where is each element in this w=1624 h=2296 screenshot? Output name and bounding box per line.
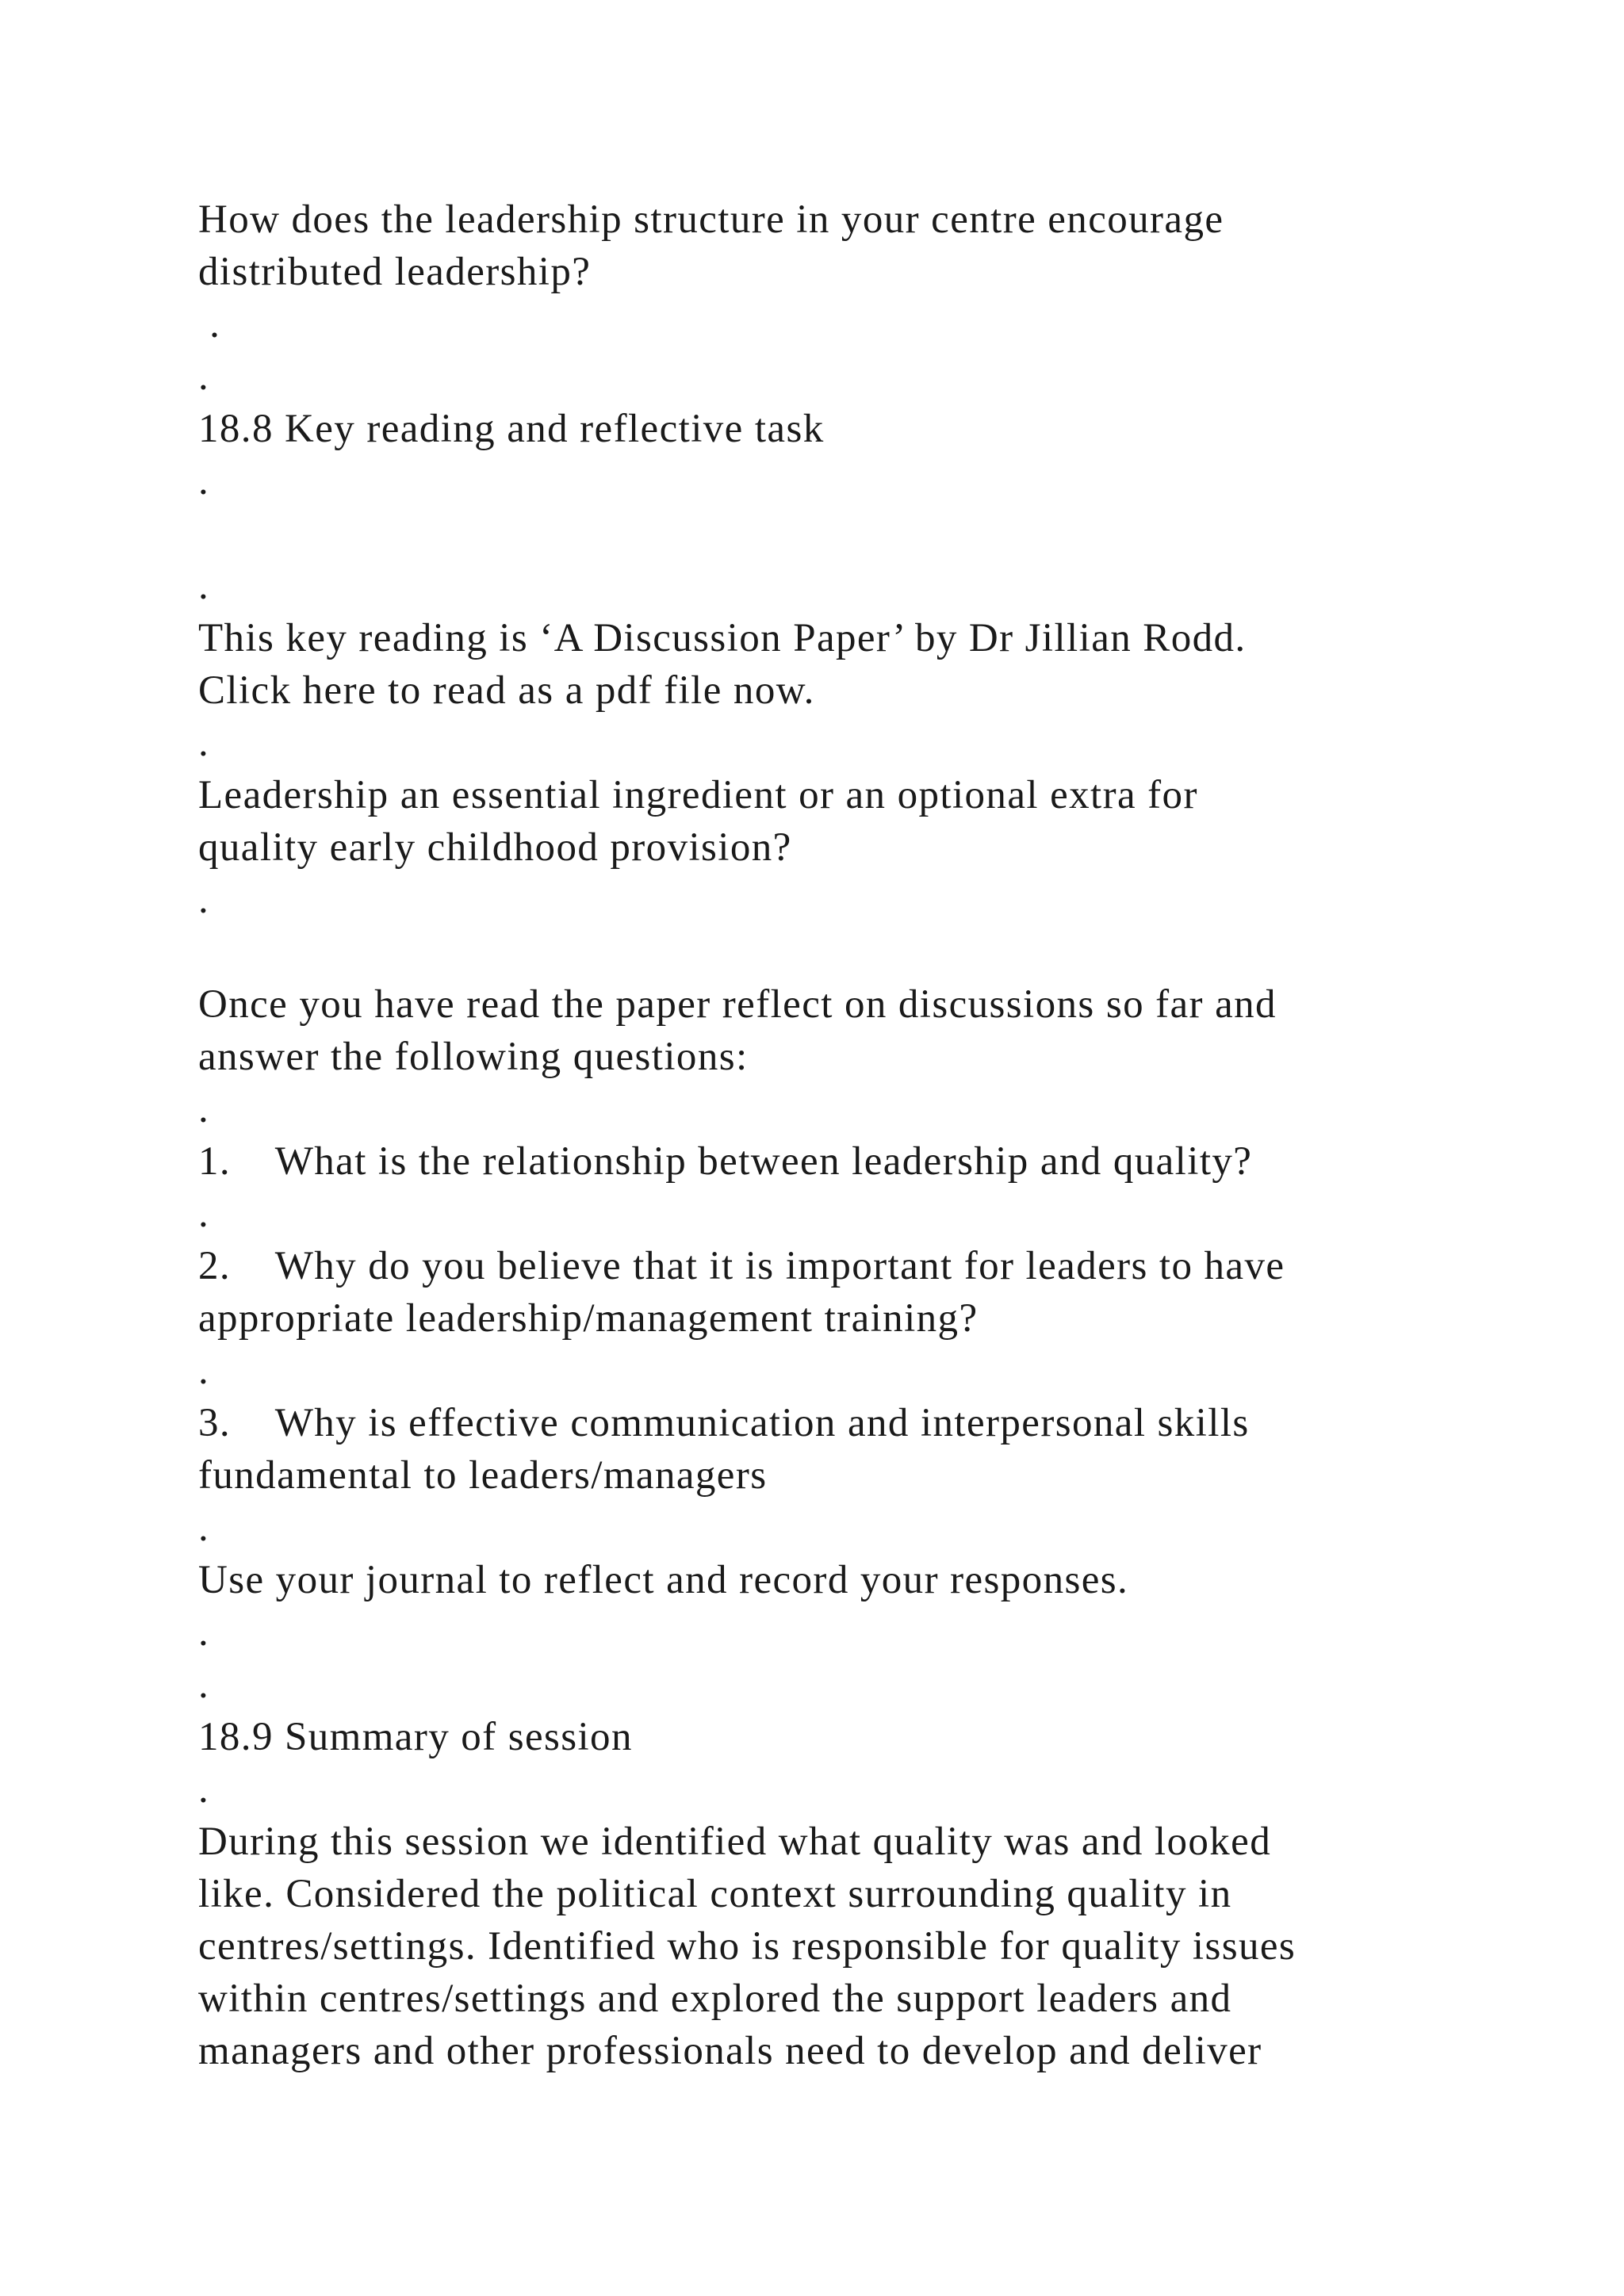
blank-line	[198, 507, 1499, 560]
question-item-3: 3. Why is effective communication and interpersonal skills	[198, 1401, 1250, 1445]
summary-line: centres/settings. Identified who is responsible for quality issues	[198, 1924, 1297, 1969]
separator-dot: .	[198, 1506, 210, 1550]
blank-line	[198, 926, 1499, 978]
separator-dot: .	[198, 354, 210, 399]
paragraph-line: Once you have read the paper reflect on discussions so far and	[198, 982, 1277, 1027]
summary-line: like. Considered the political context surrounding quality in	[198, 1872, 1232, 1916]
paragraph-line: Use your journal to reflect and record your responses.	[198, 1558, 1129, 1602]
separator-dot: .	[198, 1349, 210, 1393]
paper-title-line: quality early childhood provision?	[198, 825, 792, 870]
question-line: distributed leadership?	[198, 250, 592, 294]
section-heading: 18.9 Summary of session	[198, 1715, 633, 1759]
paragraph-line: answer the following questions:	[198, 1035, 749, 1079]
separator-dot: .	[198, 1192, 210, 1236]
separator-dot: .	[198, 878, 210, 922]
separator-dot: .	[198, 721, 210, 765]
paragraph-line: This key reading is ‘A Discussion Paper’ by Dr Jillian Rodd.	[198, 616, 1247, 660]
separator-dot: .	[198, 459, 210, 503]
paper-title-line: Leadership an essential ingredient or an optional extra for	[198, 773, 1198, 817]
separator-dot: .	[198, 1087, 210, 1131]
summary-line: During this session we identified what quality was and looked	[198, 1820, 1272, 1864]
separator-dot: .	[198, 1767, 210, 1812]
separator-dot: .	[198, 1610, 210, 1655]
question-line: How does the leadership structure in your centre encourage	[198, 197, 1224, 242]
separator-dot: .	[198, 1663, 210, 1707]
document-body	[198, 193, 1499, 2077]
question-item-3-cont: fundamental to leaders/managers	[198, 1453, 768, 1498]
question-item-1: 1. What is the relationship between leadership and quality?	[198, 1139, 1253, 1184]
question-item-2: 2. Why do you believe that it is important for leaders to have	[198, 1244, 1285, 1288]
summary-line: within centres/settings and explored the support leaders and	[198, 1976, 1232, 2021]
separator-dot: .	[198, 564, 210, 608]
summary-line: managers and other professionals need to develop and deliver	[198, 2029, 1262, 2073]
section-heading: 18.8 Key reading and reflective task	[198, 407, 825, 451]
pdf-link-line[interactable]: Click here to read as a pdf file now.	[198, 668, 815, 713]
question-item-2-cont: appropriate leadership/management training?	[198, 1296, 979, 1341]
separator-dot: .	[198, 302, 221, 346]
